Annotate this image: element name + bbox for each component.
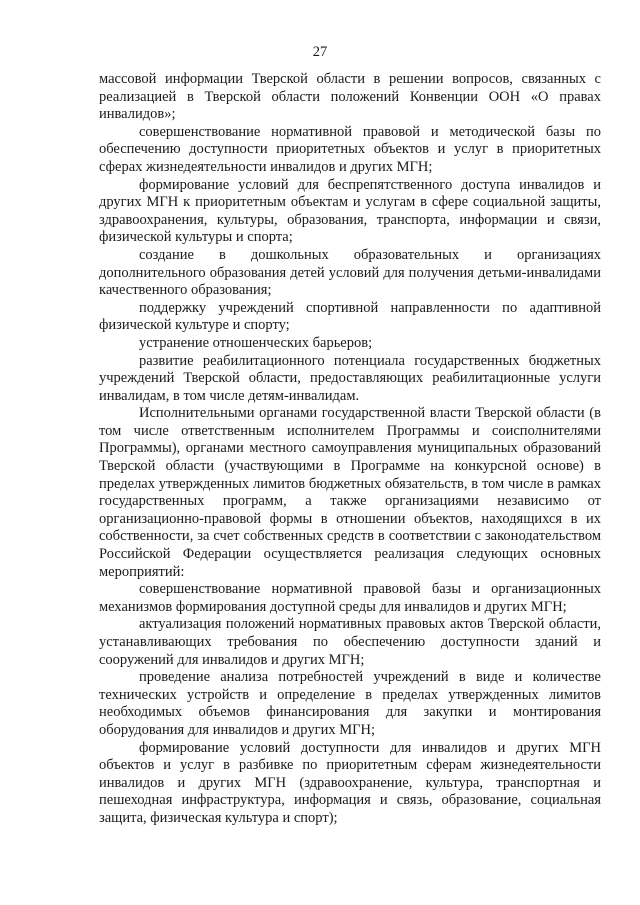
paragraph: совершенствование нормативной правовой базы и организационных механизмов формирования доступной среды для инвалидов и других МГН;	[99, 581, 601, 615]
page-number: 27	[312, 44, 328, 60]
paragraph: развитие реабилитационного потенциала государственных бюджетных учреждений Тверской области, предоставляющих реабилитационные услуги инвалидам, в том числе детям-инвалидам.	[99, 352, 601, 404]
paragraph: актуализация положений нормативных правовых актов Тверской области, устанавливающих требования по обеспечению доступности зданий и сооружений для инвалидов и других МГН;	[99, 616, 601, 668]
document-body	[99, 71, 601, 828]
paragraph: поддержку учреждений спортивной направленности по адаптивной физической культуре и спорту;	[99, 299, 601, 334]
paragraph: формирование условий для беспрепятственного доступа инвалидов и других МГН к приоритетным объектам и услугам в сфере социальной защиты, здравоохранения, культуры, образования, транспорта, информации и связи, физической культуры и спорта;	[99, 176, 601, 246]
paragraph: устранение отношенческих барьеров;	[139, 334, 373, 351]
paragraph: проведение анализа потребностей учреждений в виде и количестве технических устройств и определение в пределах утвержденных лимитов необходимых объемов финансирования для закупки и монтирования оборудования для инвалидов и других МГН;	[99, 669, 601, 738]
paragraph: создание в дошкольных образовательных и организациях дополнительного образования детей условий для получения детьми-инвалидами качественного образования;	[99, 246, 601, 299]
paragraph: формирование условий доступности для инвалидов и других МГН объектов и услуг в разбивке по приоритетным сферам жизнедеятельности инвалидов и других МГН (здравоохранение, культура, транспортная и пешеходная инфраструктура, информация и связь, образование, социальная защита, физическая культура и спорт);	[99, 739, 601, 826]
paragraph: Исполнительными органами государственной власти Тверской области (в том числе ответственным исполнителем Программы и соисполнителями Программы), органами местного самоуправления муниципальных образований Тверской области (участвующими в Программе на конкурсной основе) в пределах утвержденных лимитов бюджетных обязательств, в том числе в рамках государственных программ, а также организациями независимо от организационно-правовой формы в отношении объектов, находящихся в их собственности, за счет собственных средств в соответствии с законодательством Российской Федерации осуществляется реализация следующих основных мероприятий:	[99, 405, 601, 580]
paragraph-continuation: массовой информации Тверской области в решении вопросов, связанных с реализацией в Тверской области положений Конвенции ООН «О правах инвалидов»;	[99, 71, 601, 123]
paragraph: совершенствование нормативной правовой и методической базы по обеспечению доступности приоритетных объектов и услуг в приоритетных сферах жизнедеятельности инвалидов и других МГН;	[99, 123, 601, 175]
